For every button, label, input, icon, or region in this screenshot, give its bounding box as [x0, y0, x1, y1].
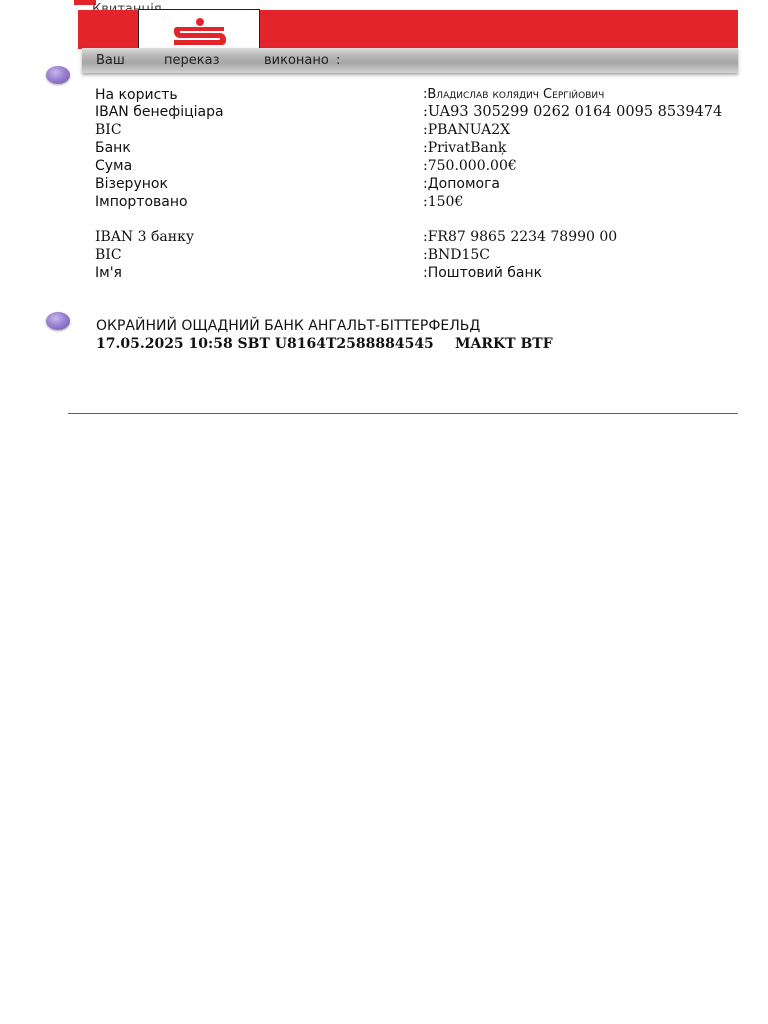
field-value: :BND15C	[423, 247, 491, 263]
field-label: IBAN бенефіціара	[95, 104, 224, 120]
field-value: :UA93 305299 0262 0164 0095 8539474	[423, 104, 723, 120]
section-bullet-icon	[46, 66, 70, 84]
bank-logo	[138, 9, 260, 53]
sparkasse-logo-icon	[170, 18, 230, 45]
field-value: :Допомога	[423, 176, 500, 192]
issuing-bank-name: ОКРАЙНИЙ ОЩАДНИЙ БАНК АНГАЛЬТ-БІТТЕРФЕЛЬД	[96, 318, 481, 334]
field-label: Імпортовано	[95, 194, 188, 210]
field-label: BIC	[95, 247, 122, 263]
field-value: :Владислав колядич Сергійович	[423, 87, 605, 102]
field-label: На користь	[95, 87, 178, 103]
transaction-reference: 17.05.2025 10:58 SBT U8164T2588884545	[96, 336, 434, 352]
field-value: :FR87 9865 2234 78990 00	[423, 229, 618, 245]
branch-location: MARKT BTF	[455, 336, 553, 352]
status-colon: :	[336, 53, 341, 68]
field-value: :Поштовий банк	[423, 265, 543, 281]
field-label: BIC	[95, 122, 122, 138]
field-value: :150€	[423, 194, 464, 210]
divider-line	[68, 413, 738, 414]
field-value: :PrivatBanķ	[423, 140, 507, 156]
status-word-your: Ваш	[96, 53, 125, 68]
section-bullet-icon	[46, 312, 70, 330]
status-word-completed: виконано	[264, 53, 329, 68]
status-bar	[82, 48, 738, 73]
field-label: IBAN 3 банку	[95, 229, 195, 245]
field-value: :PBANUA2X	[423, 122, 511, 138]
field-label: Сума	[95, 158, 133, 174]
field-label: Банк	[95, 140, 131, 156]
field-label: Ім'я	[95, 265, 122, 281]
field-label: Візерунок	[95, 176, 168, 192]
field-value: :750.000.00€	[423, 158, 517, 174]
status-word-transfer: переказ	[164, 53, 220, 68]
